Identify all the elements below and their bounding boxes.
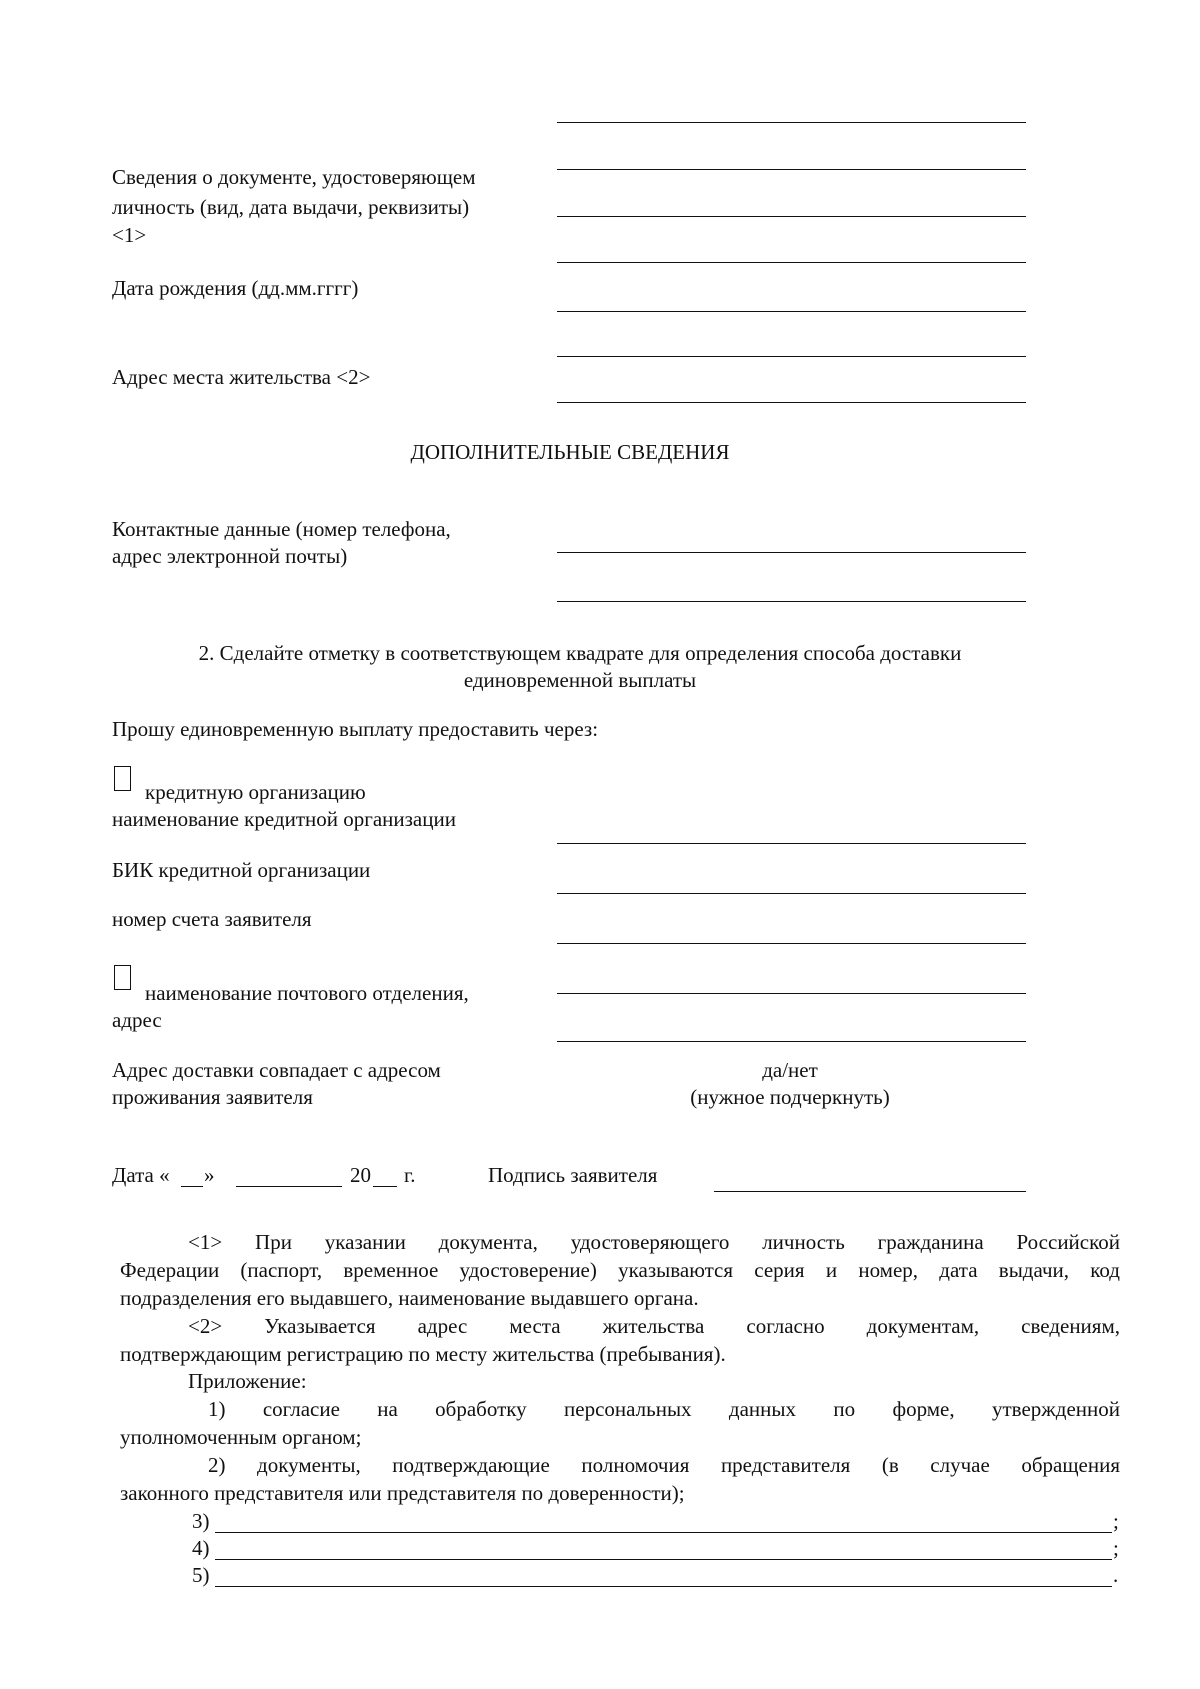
bik-field[interactable]: [557, 893, 1026, 894]
doc-label-line1: Сведения о документе, удостоверяющем: [112, 165, 476, 189]
doc-label-line3: <1>: [112, 223, 147, 247]
note1-line3: подразделения его выдавшего, наименование выдавшего органа.: [120, 1286, 699, 1310]
appendix-item1-line2: уполномоченным органом;: [120, 1425, 362, 1449]
birth-date-label: Дата рождения (дд.мм.гггг): [112, 276, 359, 300]
account-field[interactable]: [557, 943, 1026, 944]
delivery-instruction-line1: 2. Сделайте отметку в соответствующем квадрате для определения способа доставки: [198, 641, 962, 665]
credit-name-label: наименование кредитной организации: [112, 807, 456, 831]
delivery-instruction-line2: единовременной выплаты: [463, 668, 697, 692]
same-address-label-line2: проживания заявителя: [112, 1085, 313, 1109]
year-field[interactable]: [373, 1186, 397, 1187]
post-office-field-line1[interactable]: [557, 993, 1026, 994]
appendix-item5-end: .: [1113, 1563, 1119, 1587]
post-option-label-2: адрес: [112, 1008, 162, 1032]
address-field-line1[interactable]: [557, 356, 1026, 357]
bik-label: БИК кредитной организации: [112, 858, 371, 882]
appendix-item3-field[interactable]: [215, 1532, 1112, 1533]
post-option-label: наименование почтового отделения,: [145, 981, 469, 1005]
credit-org-checkbox[interactable]: [114, 766, 131, 791]
yes-no-choice[interactable]: да/нет: [762, 1058, 818, 1082]
birth-date-field[interactable]: [557, 311, 1026, 312]
appendix-item5-field[interactable]: [215, 1586, 1112, 1587]
doc-field-line2[interactable]: [557, 216, 1026, 217]
delivery-request: Прошу единовременную выплату предоставить через:: [112, 717, 599, 741]
credit-name-field[interactable]: [557, 843, 1026, 844]
additional-heading: ДОПОЛНИТЕЛЬНЫЕ СВЕДЕНИЯ: [410, 440, 730, 464]
contact-label-line1: Контактные данные (номер телефона,: [112, 517, 451, 541]
address-field-line2[interactable]: [557, 402, 1026, 403]
appendix-item5-number: 5): [192, 1563, 210, 1587]
account-label: номер счета заявителя: [112, 907, 312, 931]
date-prefix: Дата «: [112, 1163, 170, 1187]
note2-line2: подтверждающим регистрацию по месту жительства (пребывания).: [120, 1342, 726, 1366]
underline-hint: (нужное подчеркнуть): [690, 1085, 890, 1109]
contact-label-line2: адрес электронной почты): [112, 544, 348, 568]
note1-line2: Федерации (паспорт, временное удостоверение) указываются серия и номер, дата выдачи, код: [120, 1258, 1120, 1282]
signature-label: Подпись заявителя: [488, 1163, 658, 1187]
doc-field-line3[interactable]: [557, 262, 1026, 263]
address-label: Адрес места жительства <2>: [112, 365, 371, 389]
appendix-item1-line1: 1) согласие на обработку персональных данных по форме, утвержденной: [208, 1397, 1120, 1421]
appendix-item2-line2: законного представителя или представителя по доверенности);: [120, 1481, 685, 1505]
contact-field-line1[interactable]: [557, 552, 1026, 553]
post-office-checkbox[interactable]: [114, 965, 131, 990]
appendix-item2-line1: 2) документы, подтверждающие полномочия представителя (в случае обращения: [208, 1453, 1120, 1477]
day-field[interactable]: [181, 1186, 203, 1187]
post-office-field-line2[interactable]: [557, 1041, 1026, 1042]
appendix-item3-number: 3): [192, 1509, 210, 1533]
note1-line1: <1> При указании документа, удостоверяющего личность гражданина Российской: [188, 1230, 1120, 1254]
year-suffix: г.: [404, 1163, 416, 1187]
contact-field-line2[interactable]: [557, 601, 1026, 602]
appendix-item3-end: ;: [1113, 1509, 1119, 1533]
field-line[interactable]: [557, 122, 1026, 123]
signature-field[interactable]: [714, 1191, 1026, 1192]
year-prefix: 20: [350, 1163, 371, 1187]
month-field[interactable]: [236, 1186, 342, 1187]
appendix-item4-number: 4): [192, 1536, 210, 1560]
credit-option-label: кредитную организацию: [145, 780, 366, 804]
note2-line1: <2> Указывается адрес места жительства согласно документам, сведениям,: [188, 1314, 1120, 1338]
date-quote-close: »: [204, 1163, 215, 1187]
appendix-item4-field[interactable]: [215, 1559, 1112, 1560]
same-address-label-line1: Адрес доставки совпадает с адресом: [112, 1058, 441, 1082]
doc-field-line1[interactable]: [557, 169, 1026, 170]
appendix-item4-end: ;: [1113, 1536, 1119, 1560]
doc-label-line2: личность (вид, дата выдачи, реквизиты): [112, 195, 470, 219]
appendix-heading: Приложение:: [188, 1369, 307, 1393]
